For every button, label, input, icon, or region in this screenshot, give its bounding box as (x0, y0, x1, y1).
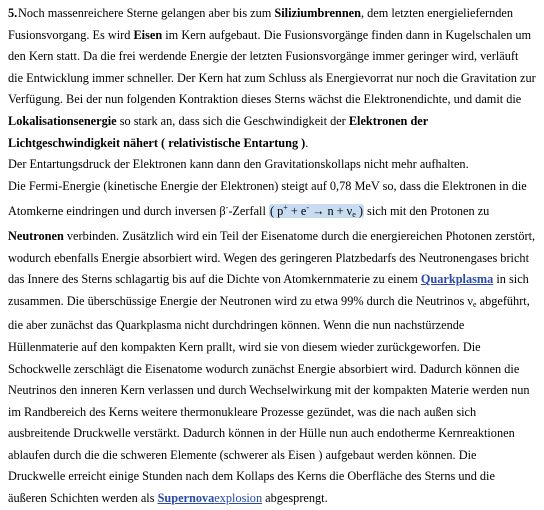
subscript: e (472, 299, 477, 309)
superscript: - (225, 203, 229, 213)
superscript: + (283, 203, 288, 213)
equation-part: + e (287, 204, 307, 219)
text: Noch massenreichere Sterne gelangen aber bis zum (18, 6, 275, 20)
text: in sich zusammen. Die überschüssige Energie der Neutronen wird zu etwa 99% durch die Neutrinos ν (8, 272, 529, 308)
equation-part: → n + ν (309, 204, 353, 219)
text: . (305, 135, 309, 150)
equation-part: ) (355, 204, 363, 219)
text: Die Fermi-Energie (kinetische Energie der Elektronen) steigt auf 0,78 MeV so, dass die Elektronen in die Atomkerne eindringen und durch inversen β (8, 178, 527, 219)
item-number: 5. (8, 6, 18, 20)
text: Der Entartungsdruck der Elektronen kann dann den Gravitationskollaps nicht mehr aufhalten. (8, 157, 469, 172)
bold-term: Eisen (133, 27, 163, 42)
text: abgesprengt. (262, 491, 328, 506)
text: verbinden. Zusätzlich wird ein Teil der Eisenatome durch die energiereichen Photonen zerstört, wodurch ebenfalls Energie absorbiert wird. Wegen des geringeren Platzbedarfs des Neutronengases bricht das Innere des Sterns schlagartig bis auf die Dichte von Atomkernmaterie zu einem (8, 228, 536, 287)
bold-term: Siliziumbrennen (274, 6, 361, 20)
text: -Zerfall (228, 204, 269, 219)
text: sich mit den Protonen zu (363, 204, 490, 219)
text: im Kern aufgebaut. Die Fusionsvorgänge finden dann in Kugelschalen um den Kern statt. Da die frei werdende Energie der letzten Fusionsvorgänge immer geringer wird, verläuft die Entwicklung immer schneller. Der Kern hat zum Schluss als Energievorrat nur noch die Gravitation zur Verfügung. Bei der nun folgenden Kontraktion dieses Sterns wächst die Elektronendichte, und damit die (8, 27, 536, 107)
quarkplasma-link[interactable]: Quarkplasma (420, 272, 494, 287)
bold-term: Lokalisationsenergie (8, 113, 117, 128)
text: so stark an, dass sich die Geschwindigkeit der (116, 113, 349, 128)
reaction-equation[interactable] (269, 204, 364, 218)
paragraph-siliziumbrennen (8, 3, 536, 154)
paragraph-kollaps (8, 154, 536, 510)
equation-part: ( p (269, 204, 284, 219)
superscript: - (306, 203, 309, 213)
subscript: e (352, 210, 356, 220)
text: abgeführt, die aber zunächst das Quarkplasma nicht durchdringen können. Wenn die nun nachstürzende Hüllenmaterie auf den kompakten Kern prallt, wird sie von diesem wieder zurückgeworfen. Die Schockwelle zerschlägt die Eisenatome wodurch zunächst Energie absorbiert wird. Dadurch können die Neutrinos den inneren Kern verlassen und durch Wechselwirkung mit der kompakten Materie werden nun im Randbereich des Kerns weitere thermonukleare Prozesse gezündet, was die nach außen sich ausbreitende Druckwelle verstärkt. Dadurch können in der Hülle nun auch endotherme Kernreaktionen ablaufen durch die die schweren Elemente (schwerer als Eisen ) aufgebaut werden können. Die Druckwelle erreicht einige Stunden nach dem Kollaps des Kerns die Oberfläche des Sterns und die äußeren Schichten werden als (8, 293, 530, 506)
explosion-link[interactable]: explosion (214, 491, 263, 506)
supernova-link[interactable]: Supernova (157, 491, 215, 506)
text: , dem letzten energieliefernden Fusionsvorgang. Es wird (8, 6, 514, 42)
bold-term: Neutronen (8, 228, 64, 243)
bold-term: Elektronen der Lichtgeschwindigkeit nähert ( relativistische Entartung ) (8, 113, 428, 150)
